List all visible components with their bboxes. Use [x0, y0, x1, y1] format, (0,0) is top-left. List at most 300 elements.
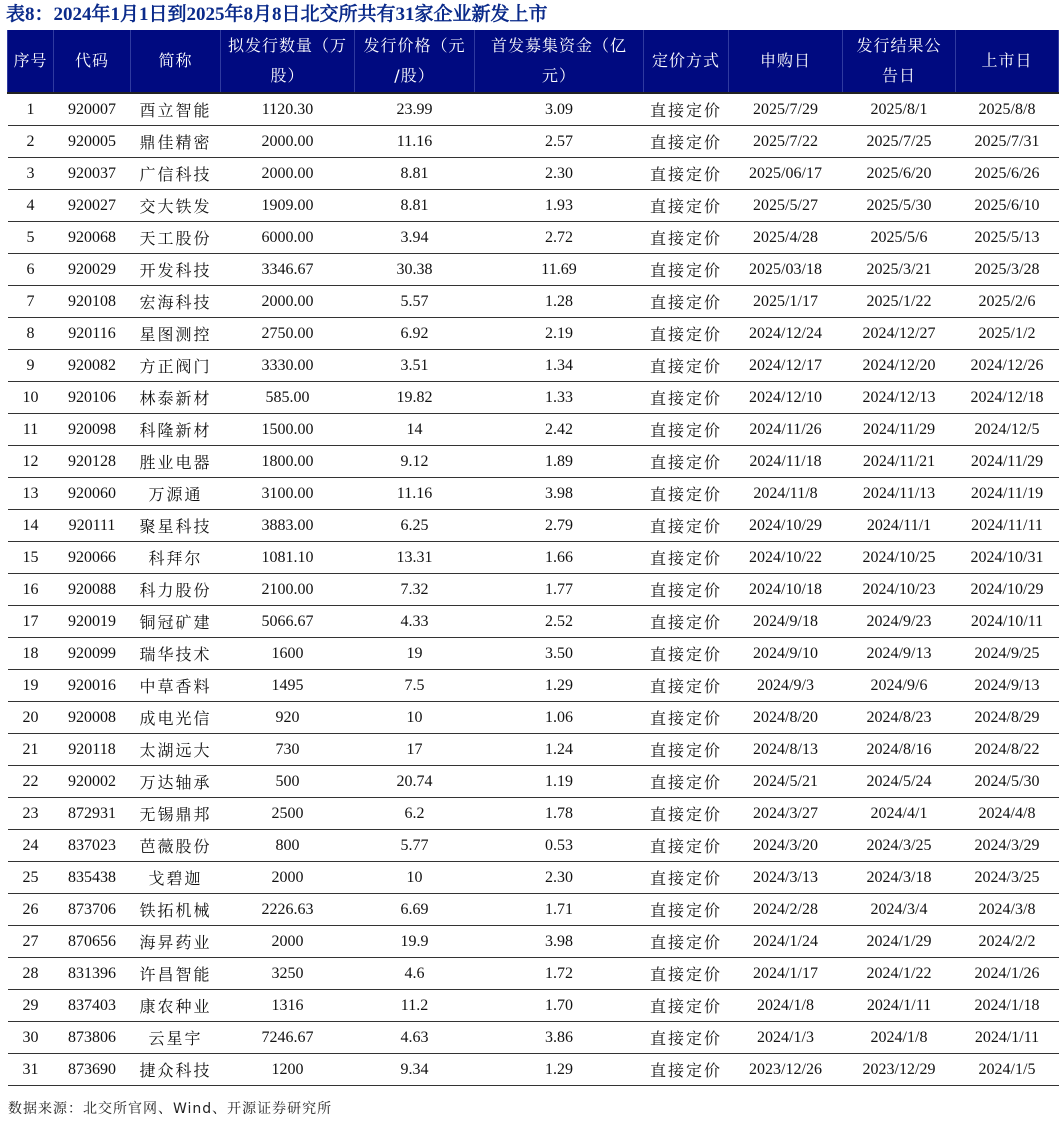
cell-subscribe-date: 2023/12/26: [729, 1054, 843, 1086]
cell-result-date: 2025/5/6: [843, 222, 956, 254]
cell-subscribe-date: 2024/9/3: [729, 670, 843, 702]
cell-code: 920108: [54, 286, 131, 318]
cell-seq: 3: [8, 158, 54, 190]
cell-listing-date: 2024/11/29: [956, 446, 1059, 478]
cell-pricing: 直接定价: [644, 93, 729, 126]
cell-seq: 4: [8, 190, 54, 222]
cell-name: 铁拓机械: [131, 894, 221, 926]
cell-code: 920099: [54, 638, 131, 670]
cell-code: 920027: [54, 190, 131, 222]
cell-result-date: 2024/8/23: [843, 702, 956, 734]
cell-seq: 2: [8, 126, 54, 158]
cell-subscribe-date: 2024/9/18: [729, 606, 843, 638]
cell-pricing: 直接定价: [644, 286, 729, 318]
cell-seq: 27: [8, 926, 54, 958]
cell-price: 3.51: [355, 350, 475, 382]
table-row: [8, 670, 1059, 702]
cell-subscribe-date: 2024/5/21: [729, 766, 843, 798]
table-row: [8, 126, 1059, 158]
cell-result-date: 2025/3/21: [843, 254, 956, 286]
cell-price: 4.33: [355, 606, 475, 638]
cell-result-date: 2023/12/29: [843, 1054, 956, 1086]
cell-pricing: 直接定价: [644, 958, 729, 990]
cell-name: 星图测控: [131, 318, 221, 350]
table-row: [8, 862, 1059, 894]
cell-price: 10: [355, 862, 475, 894]
cell-price: 4.63: [355, 1022, 475, 1054]
cell-subscribe-date: 2024/10/18: [729, 574, 843, 606]
table-row: [8, 830, 1059, 862]
col-header-shares-l2: 股）: [270, 66, 305, 85]
cell-shares: 3883.00: [221, 510, 355, 542]
cell-pricing: 直接定价: [644, 926, 729, 958]
cell-listing-date: 2024/8/22: [956, 734, 1059, 766]
cell-listing-date: 2025/1/2: [956, 318, 1059, 350]
cell-name: 云星宇: [131, 1022, 221, 1054]
cell-result-date: 2024/3/4: [843, 894, 956, 926]
cell-subscribe-date: 2024/3/27: [729, 798, 843, 830]
cell-funds: 3.50: [475, 638, 644, 670]
cell-price: 17: [355, 734, 475, 766]
cell-seq: 13: [8, 478, 54, 510]
cell-code: 920029: [54, 254, 131, 286]
cell-pricing: 直接定价: [644, 990, 729, 1022]
cell-pricing: 直接定价: [644, 702, 729, 734]
cell-pricing: 直接定价: [644, 1054, 729, 1086]
cell-pricing: 直接定价: [644, 318, 729, 350]
cell-funds: 2.19: [475, 318, 644, 350]
col-header-listing: 上市日: [956, 30, 1059, 93]
cell-price: 8.81: [355, 190, 475, 222]
cell-result-date: 2025/1/22: [843, 286, 956, 318]
cell-shares: 1495: [221, 670, 355, 702]
cell-seq: 28: [8, 958, 54, 990]
cell-pricing: 直接定价: [644, 1022, 729, 1054]
cell-subscribe-date: 2025/1/17: [729, 286, 843, 318]
cell-shares: 3250: [221, 958, 355, 990]
cell-subscribe-date: 2024/3/13: [729, 862, 843, 894]
cell-seq: 11: [8, 414, 54, 446]
cell-name: 科隆新材: [131, 414, 221, 446]
cell-result-date: 2024/5/24: [843, 766, 956, 798]
cell-result-date: 2025/6/20: [843, 158, 956, 190]
cell-subscribe-date: 2024/10/29: [729, 510, 843, 542]
cell-shares: 7246.67: [221, 1022, 355, 1054]
cell-name: 万达轴承: [131, 766, 221, 798]
cell-code: 920068: [54, 222, 131, 254]
cell-funds: 3.98: [475, 926, 644, 958]
cell-listing-date: 2024/1/18: [956, 990, 1059, 1022]
cell-name: 鼎佳精密: [131, 126, 221, 158]
cell-name: 无锡鼎邦: [131, 798, 221, 830]
cell-code: 920005: [54, 126, 131, 158]
cell-pricing: 直接定价: [644, 894, 729, 926]
cell-listing-date: 2025/6/26: [956, 158, 1059, 190]
cell-listing-date: 2025/8/8: [956, 93, 1059, 126]
cell-listing-date: 2024/1/11: [956, 1022, 1059, 1054]
cell-code: 920082: [54, 350, 131, 382]
table-row: [8, 958, 1059, 990]
cell-code: 873706: [54, 894, 131, 926]
cell-code: 920008: [54, 702, 131, 734]
table-row: [8, 190, 1059, 222]
cell-funds: 2.30: [475, 862, 644, 894]
cell-pricing: 直接定价: [644, 190, 729, 222]
cell-price: 6.25: [355, 510, 475, 542]
cell-subscribe-date: 2025/5/27: [729, 190, 843, 222]
cell-listing-date: 2024/11/19: [956, 478, 1059, 510]
cell-subscribe-date: 2025/03/18: [729, 254, 843, 286]
cell-subscribe-date: 2025/7/29: [729, 93, 843, 126]
cell-listing-date: 2024/3/8: [956, 894, 1059, 926]
cell-result-date: 2024/1/22: [843, 958, 956, 990]
cell-result-date: 2025/5/30: [843, 190, 956, 222]
cell-listing-date: 2024/4/8: [956, 798, 1059, 830]
cell-code: 872931: [54, 798, 131, 830]
cell-result-date: 2024/11/29: [843, 414, 956, 446]
cell-listing-date: 2024/1/5: [956, 1054, 1059, 1086]
cell-price: 11.16: [355, 126, 475, 158]
cell-listing-date: 2024/12/26: [956, 350, 1059, 382]
cell-funds: 1.70: [475, 990, 644, 1022]
cell-seq: 17: [8, 606, 54, 638]
cell-funds: 2.30: [475, 158, 644, 190]
col-header-result-l1: 发行结果公: [856, 36, 942, 55]
header-row: [8, 30, 1059, 93]
cell-price: 11.16: [355, 478, 475, 510]
table-row: [8, 1054, 1059, 1086]
cell-seq: 18: [8, 638, 54, 670]
cell-subscribe-date: 2025/7/22: [729, 126, 843, 158]
cell-seq: 7: [8, 286, 54, 318]
table-row: [8, 606, 1059, 638]
cell-funds: 1.71: [475, 894, 644, 926]
cell-name: 瑞华技术: [131, 638, 221, 670]
cell-pricing: 直接定价: [644, 734, 729, 766]
cell-price: 13.31: [355, 542, 475, 574]
table-row: [8, 382, 1059, 414]
cell-seq: 15: [8, 542, 54, 574]
cell-name: 胜业电器: [131, 446, 221, 478]
cell-listing-date: 2024/8/29: [956, 702, 1059, 734]
cell-price: 6.2: [355, 798, 475, 830]
cell-result-date: 2024/1/11: [843, 990, 956, 1022]
cell-name: 科力股份: [131, 574, 221, 606]
cell-seq: 29: [8, 990, 54, 1022]
cell-shares: 2226.63: [221, 894, 355, 926]
table-row: [8, 350, 1059, 382]
table-row: [8, 93, 1059, 126]
cell-subscribe-date: 2024/12/17: [729, 350, 843, 382]
table-row: [8, 510, 1059, 542]
cell-pricing: 直接定价: [644, 638, 729, 670]
cell-shares: 2750.00: [221, 318, 355, 350]
cell-pricing: 直接定价: [644, 126, 729, 158]
cell-shares: 2000.00: [221, 158, 355, 190]
cell-price: 10: [355, 702, 475, 734]
cell-shares: 5066.67: [221, 606, 355, 638]
table-row: [8, 926, 1059, 958]
cell-result-date: 2024/10/25: [843, 542, 956, 574]
cell-name: 芭薇股份: [131, 830, 221, 862]
cell-code: 920116: [54, 318, 131, 350]
cell-seq: 10: [8, 382, 54, 414]
cell-price: 8.81: [355, 158, 475, 190]
cell-price: 4.6: [355, 958, 475, 990]
table-row: [8, 990, 1059, 1022]
table-row: [8, 254, 1059, 286]
cell-seq: 26: [8, 894, 54, 926]
cell-shares: 1600: [221, 638, 355, 670]
cell-shares: 585.00: [221, 382, 355, 414]
cell-result-date: 2024/1/29: [843, 926, 956, 958]
cell-subscribe-date: 2024/8/20: [729, 702, 843, 734]
cell-subscribe-date: 2024/11/8: [729, 478, 843, 510]
cell-code: 920106: [54, 382, 131, 414]
cell-shares: 3330.00: [221, 350, 355, 382]
cell-shares: 1316: [221, 990, 355, 1022]
cell-shares: 3100.00: [221, 478, 355, 510]
cell-code: 920007: [54, 93, 131, 126]
cell-code: 837403: [54, 990, 131, 1022]
cell-price: 19.9: [355, 926, 475, 958]
cell-price: 7.32: [355, 574, 475, 606]
cell-result-date: 2024/3/18: [843, 862, 956, 894]
table-row: [8, 222, 1059, 254]
cell-funds: 1.29: [475, 1054, 644, 1086]
cell-subscribe-date: 2025/06/17: [729, 158, 843, 190]
cell-name: 铜冠矿建: [131, 606, 221, 638]
cell-funds: 2.57: [475, 126, 644, 158]
cell-result-date: 2024/4/1: [843, 798, 956, 830]
cell-pricing: 直接定价: [644, 350, 729, 382]
cell-price: 11.2: [355, 990, 475, 1022]
cell-price: 30.38: [355, 254, 475, 286]
cell-name: 许昌智能: [131, 958, 221, 990]
cell-shares: 500: [221, 766, 355, 798]
table-row: [8, 638, 1059, 670]
col-header-shares: [221, 30, 355, 93]
table-row: [8, 542, 1059, 574]
cell-pricing: 直接定价: [644, 574, 729, 606]
cell-price: 6.92: [355, 318, 475, 350]
cell-seq: 19: [8, 670, 54, 702]
col-header-price: [355, 30, 475, 93]
col-header-pricing: 定价方式: [644, 30, 729, 93]
cell-shares: 2000.00: [221, 286, 355, 318]
cell-pricing: 直接定价: [644, 446, 729, 478]
cell-listing-date: 2024/10/31: [956, 542, 1059, 574]
cell-name: 海昇药业: [131, 926, 221, 958]
cell-shares: 800: [221, 830, 355, 862]
table-row: [8, 286, 1059, 318]
cell-listing-date: 2024/3/29: [956, 830, 1059, 862]
cell-price: 19.82: [355, 382, 475, 414]
cell-funds: 2.52: [475, 606, 644, 638]
cell-funds: 1.66: [475, 542, 644, 574]
col-header-result-l2: 告日: [881, 66, 916, 85]
cell-result-date: 2024/10/23: [843, 574, 956, 606]
cell-funds: 3.86: [475, 1022, 644, 1054]
col-header-result: [843, 30, 956, 93]
cell-listing-date: 2024/12/18: [956, 382, 1059, 414]
cell-price: 7.5: [355, 670, 475, 702]
cell-price: 5.77: [355, 830, 475, 862]
cell-name: 戈碧迦: [131, 862, 221, 894]
table-row: [8, 702, 1059, 734]
cell-price: 14: [355, 414, 475, 446]
cell-funds: 1.28: [475, 286, 644, 318]
cell-shares: 1081.10: [221, 542, 355, 574]
cell-name: 交大铁发: [131, 190, 221, 222]
cell-listing-date: 2024/9/25: [956, 638, 1059, 670]
cell-name: 开发科技: [131, 254, 221, 286]
cell-subscribe-date: 2024/12/10: [729, 382, 843, 414]
col-header-funds-l1: 首发募集资金（亿: [490, 36, 627, 55]
cell-result-date: 2025/8/1: [843, 93, 956, 126]
cell-result-date: 2024/11/1: [843, 510, 956, 542]
cell-funds: 2.42: [475, 414, 644, 446]
cell-funds: 3.98: [475, 478, 644, 510]
cell-shares: 2000: [221, 926, 355, 958]
cell-price: 9.12: [355, 446, 475, 478]
cell-price: 9.34: [355, 1054, 475, 1086]
cell-pricing: 直接定价: [644, 382, 729, 414]
cell-subscribe-date: 2024/11/18: [729, 446, 843, 478]
cell-funds: 1.29: [475, 670, 644, 702]
table-title: 表8：2024年1月1日到2025年8月8日北交所共有31家企业新发上市: [6, 4, 548, 25]
cell-name: 太湖远大: [131, 734, 221, 766]
cell-listing-date: 2025/6/10: [956, 190, 1059, 222]
cell-pricing: 直接定价: [644, 158, 729, 190]
cell-code: 837023: [54, 830, 131, 862]
cell-result-date: 2024/9/13: [843, 638, 956, 670]
cell-funds: 1.24: [475, 734, 644, 766]
col-header-funds-l2: 元）: [541, 66, 576, 85]
table-row: [8, 574, 1059, 606]
cell-funds: 1.78: [475, 798, 644, 830]
cell-shares: 920: [221, 702, 355, 734]
cell-subscribe-date: 2024/2/28: [729, 894, 843, 926]
cell-shares: 2500: [221, 798, 355, 830]
cell-shares: 1500.00: [221, 414, 355, 446]
cell-pricing: 直接定价: [644, 222, 729, 254]
cell-pricing: 直接定价: [644, 478, 729, 510]
cell-subscribe-date: 2024/1/8: [729, 990, 843, 1022]
cell-subscribe-date: 2024/3/20: [729, 830, 843, 862]
col-header-price-l1: 发行价格（元: [363, 36, 466, 55]
cell-name: 聚星科技: [131, 510, 221, 542]
cell-funds: 1.89: [475, 446, 644, 478]
col-header-code: 代码: [54, 30, 131, 93]
cell-seq: 6: [8, 254, 54, 286]
cell-name: 成电光信: [131, 702, 221, 734]
cell-seq: 20: [8, 702, 54, 734]
cell-name: 中草香料: [131, 670, 221, 702]
cell-subscribe-date: 2024/1/24: [729, 926, 843, 958]
cell-price: 20.74: [355, 766, 475, 798]
cell-code: 873690: [54, 1054, 131, 1086]
cell-code: 920088: [54, 574, 131, 606]
cell-seq: 31: [8, 1054, 54, 1086]
cell-pricing: 直接定价: [644, 510, 729, 542]
cell-funds: 3.09: [475, 93, 644, 126]
cell-subscribe-date: 2024/1/3: [729, 1022, 843, 1054]
cell-pricing: 直接定价: [644, 542, 729, 574]
cell-listing-date: 2024/12/5: [956, 414, 1059, 446]
cell-subscribe-date: 2024/10/22: [729, 542, 843, 574]
cell-seq: 12: [8, 446, 54, 478]
cell-funds: 2.72: [475, 222, 644, 254]
cell-pricing: 直接定价: [644, 254, 729, 286]
cell-code: 920066: [54, 542, 131, 574]
table-row: [8, 318, 1059, 350]
table-row: [8, 734, 1059, 766]
col-header-subscribe: 申购日: [729, 30, 843, 93]
cell-pricing: 直接定价: [644, 862, 729, 894]
cell-subscribe-date: 2025/4/28: [729, 222, 843, 254]
cell-result-date: 2024/12/27: [843, 318, 956, 350]
table-body: [8, 93, 1059, 1086]
table-row: [8, 798, 1059, 830]
cell-seq: 5: [8, 222, 54, 254]
cell-seq: 14: [8, 510, 54, 542]
cell-subscribe-date: 2024/1/17: [729, 958, 843, 990]
cell-price: 6.69: [355, 894, 475, 926]
table-row: [8, 894, 1059, 926]
cell-shares: 1120.30: [221, 93, 355, 126]
cell-code: 920098: [54, 414, 131, 446]
cell-funds: 11.69: [475, 254, 644, 286]
cell-name: 科拜尔: [131, 542, 221, 574]
cell-listing-date: 2025/5/13: [956, 222, 1059, 254]
table-row: [8, 446, 1059, 478]
cell-name: 捷众科技: [131, 1054, 221, 1086]
cell-result-date: 2025/7/25: [843, 126, 956, 158]
cell-listing-date: 2025/3/28: [956, 254, 1059, 286]
cell-funds: 1.93: [475, 190, 644, 222]
cell-subscribe-date: 2024/9/10: [729, 638, 843, 670]
cell-listing-date: 2024/1/26: [956, 958, 1059, 990]
cell-code: 920016: [54, 670, 131, 702]
col-header-price-l2: /股）: [394, 66, 435, 85]
cell-result-date: 2024/1/8: [843, 1022, 956, 1054]
cell-funds: 1.72: [475, 958, 644, 990]
cell-result-date: 2024/8/16: [843, 734, 956, 766]
data-source-note: 数据来源：北交所官网、Wind、开源证券研究所: [8, 1101, 333, 1117]
cell-pricing: 直接定价: [644, 798, 729, 830]
cell-seq: 22: [8, 766, 54, 798]
cell-result-date: 2024/3/25: [843, 830, 956, 862]
cell-shares: 3346.67: [221, 254, 355, 286]
cell-pricing: 直接定价: [644, 830, 729, 862]
cell-name: 方正阀门: [131, 350, 221, 382]
cell-shares: 6000.00: [221, 222, 355, 254]
cell-price: 19: [355, 638, 475, 670]
cell-funds: 2.79: [475, 510, 644, 542]
cell-pricing: 直接定价: [644, 606, 729, 638]
cell-shares: 2100.00: [221, 574, 355, 606]
cell-seq: 16: [8, 574, 54, 606]
col-header-shares-l1: 拟发行数量（万: [227, 36, 347, 55]
cell-pricing: 直接定价: [644, 670, 729, 702]
cell-shares: 2000: [221, 862, 355, 894]
cell-seq: 23: [8, 798, 54, 830]
cell-name: 宏海科技: [131, 286, 221, 318]
cell-name: 康农种业: [131, 990, 221, 1022]
cell-code: 920019: [54, 606, 131, 638]
cell-pricing: 直接定价: [644, 414, 729, 446]
